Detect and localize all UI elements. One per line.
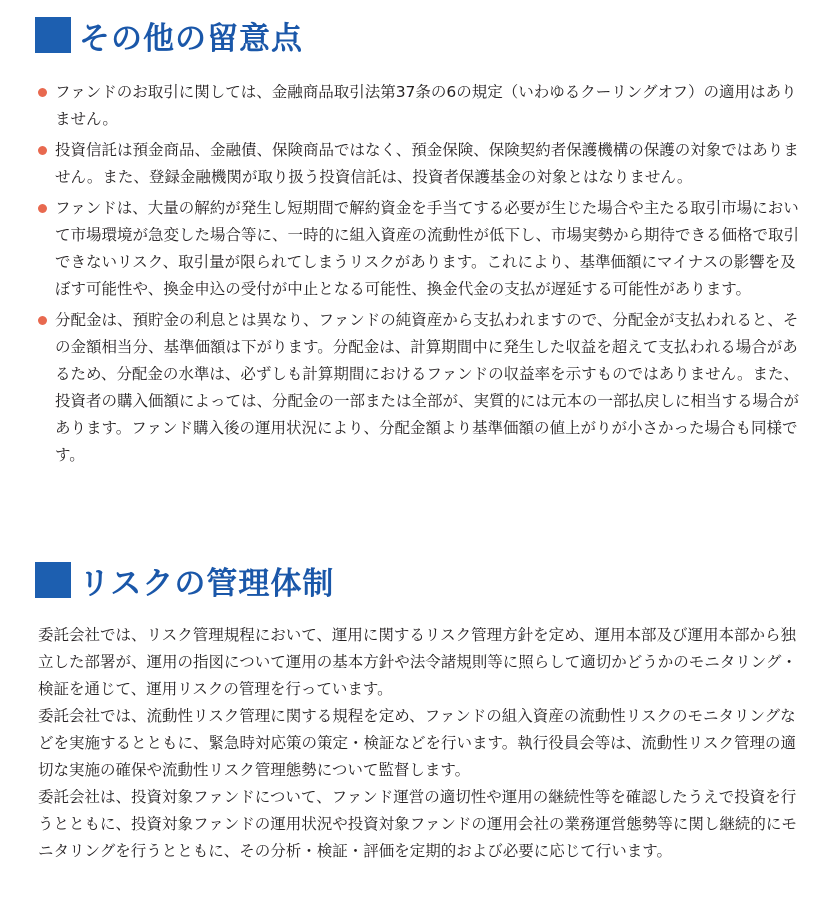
list-item-text: 分配金は、預貯金の利息とは異なり、ファンドの純資産から支払われますので、分配金が支払われると、その金額相当分、基準価額は下がります。分配金は、計算期間中に発生した収益を超えて支払われる場合があるため、分配金の水準は、必ずしも計算期間におけるファンドの収益率を示すものではありません。また、投資者の購入価額によっては、分配金の一部または全部が、実質的には元本の一部払戻しに相当する場合があります。ファンド購入後の運用状況により、分配金額より基準価額の値上がりが小さかった場合も同様です。: [55, 311, 800, 464]
list-item-text: ファンドは、大量の解約が発生し短期間で解約資金を手当てする必要が生じた場合や主たる取引市場において市場環境が急変した場合等に、一時的に組入資産の流動性が低下し、市場実勢から期待できる価格で取引できないリスク、取引量が限られてしまうリスクがあります。これにより、基準価額にマイナスの影響を及ぼす可能性や、換金申込の受付が中止となる可能性、換金代金の支払が遅延する可能性があります。: [55, 199, 800, 298]
bullet-dot-icon: [38, 204, 47, 213]
list-item-text: 投資信託は預金商品、金融債、保険商品ではなく、預金保険、保険契約者保護機構の保護の対象ではありません。また、登録金融機関が取り扱う投資信託は、投資者保護基金の対象とはなりません。: [55, 141, 799, 186]
paragraph: 委託会社は、投資対象ファンドについて、ファンド運営の適切性や運用の継続性等を確認したうえで投資を行うとともに、投資対象ファンドの運用状況や投資対象ファンドの運用会社の業務運営態勢等に関し継続的にモニタリングを行うとともに、その分析・検証・評価を定期的および必要に応じて行います。: [38, 788, 797, 860]
section-heading-risk-management: [35, 560, 334, 600]
list-item: [38, 79, 808, 133]
bullet-dot-icon: [38, 316, 47, 325]
paragraph: 委託会社では、流動性リスク管理に関する規程を定め、ファンドの組入資産の流動性リスクのモニタリングなどを実施するとともに、緊急時対応策の策定・検証などを行います。執行役員会等は、流動性リスク管理の適切な実施の確保や流動性リスク管理態勢について監督します。: [38, 707, 796, 779]
section-title: リスクの管理体制: [79, 565, 335, 602]
list-item: [38, 137, 808, 191]
bullet-dot-icon: [38, 146, 47, 155]
list-item-text: ファンドのお取引に関しては、金融商品取引法第37条の6の規定（いわゆるクーリングオフ）の適用はありません。: [55, 83, 797, 128]
section-title: その他の留意点: [79, 20, 303, 57]
list-item: [38, 195, 808, 303]
heading-square-marker: [35, 17, 71, 53]
section-heading-notes: [35, 15, 303, 55]
notes-list: [38, 79, 808, 473]
list-item: [38, 307, 808, 469]
risk-management-body: [38, 622, 808, 865]
bullet-dot-icon: [38, 88, 47, 97]
paragraph: 委託会社では、リスク管理規程において、運用に関するリスク管理方針を定め、運用本部及び運用本部から独立した部署が、運用の指図について運用の基本方針や法令諸規則等に照らして適切かどうかのモニタリング・検証を通じて、運用リスクの管理を行っています。: [38, 626, 797, 698]
heading-square-marker: [35, 562, 71, 598]
